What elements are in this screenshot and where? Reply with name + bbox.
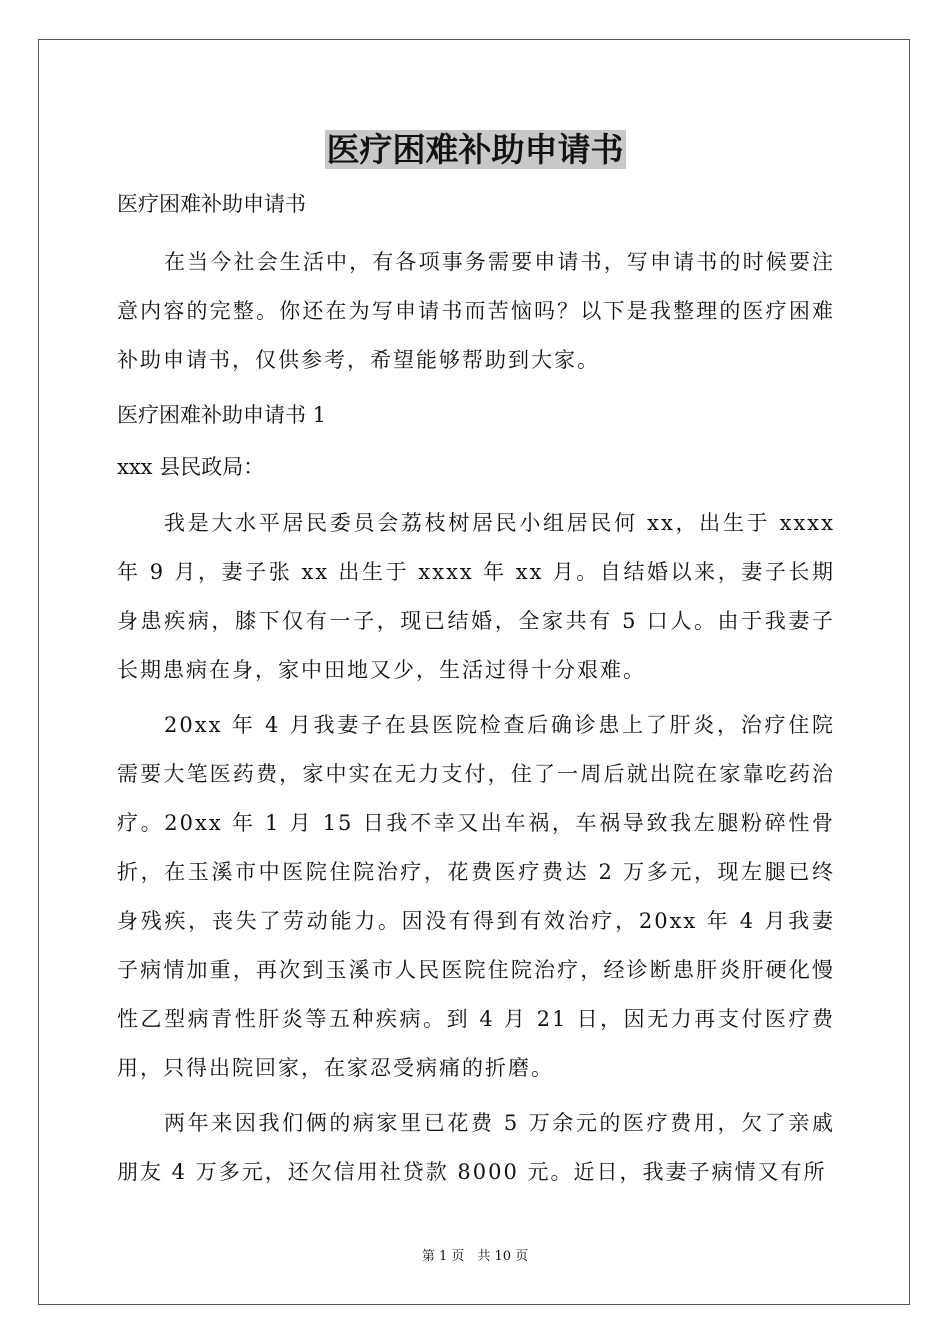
section-heading: 医疗困难补助申请书 1 xyxy=(117,403,327,427)
intro-paragraph: 在当今社会生活中，有各项事务需要申请书，写申请书的时候要注意内容的完整。你还在为写申请书而苦恼吗？以下是我整理的医疗困难补助申请书，仅供参考，希望能够帮助到大家。 xyxy=(117,250,835,372)
document-body xyxy=(117,178,835,1197)
document-subtitle: 医疗困难补助申请书 xyxy=(117,192,306,216)
body-paragraph: 20xx 年 4 月我妻子在县医院检查后确诊患上了肝炎，治疗住院需要大笔医药费，家中实在无力支付，住了一周后就出院在家靠吃药治疗。20xx 年 1 月 15 日我不幸又出车祸，车祸导致我左腿粉碎性骨折，在玉溪市中医院住院治疗，花费医疗费达 2 万多元，现左腿已终身残疾，丧失了劳动能力。因没有得到有效治疗，20xx 年 4 月我妻子病情加重，再次到玉溪市人民医院住院治疗，经诊断患肝炎肝硬化慢性乙型病青性肝炎等五种疾病。到 4 月 21 日，因无力再支付医疗费用，只得出院回家，在家忍受病痛的折磨。 xyxy=(117,713,835,1080)
document-title-text: 医疗困难补助申请书 xyxy=(326,130,624,169)
document-title xyxy=(0,128,950,172)
body-paragraph: 我是大水平居民委员会荔枝树居民小组居民何 xx，出生于 xxxx 年 9 月，妻子张 xx 出生于 xxxx 年 xx 月。自结婚以来，妻子长期身患疾病，膝下仅有一子，现已结婚，全家共有 5 口人。由于我妻子长期患病在身，家中田地又少，生活过得十分艰难。 xyxy=(117,511,835,682)
body-paragraph: 两年来因我们俩的病家里已花费 5 万余元的医疗费用，欠了亲戚朋友 4 万多元，还欠信用社贷款 8000 元。近日，我妻子病情又有所 xyxy=(117,1111,835,1184)
salutation: xxx 县民政局： xyxy=(117,455,265,479)
page-number: 第 1 页 共 10 页 xyxy=(421,1249,529,1264)
page-footer xyxy=(0,1248,950,1266)
